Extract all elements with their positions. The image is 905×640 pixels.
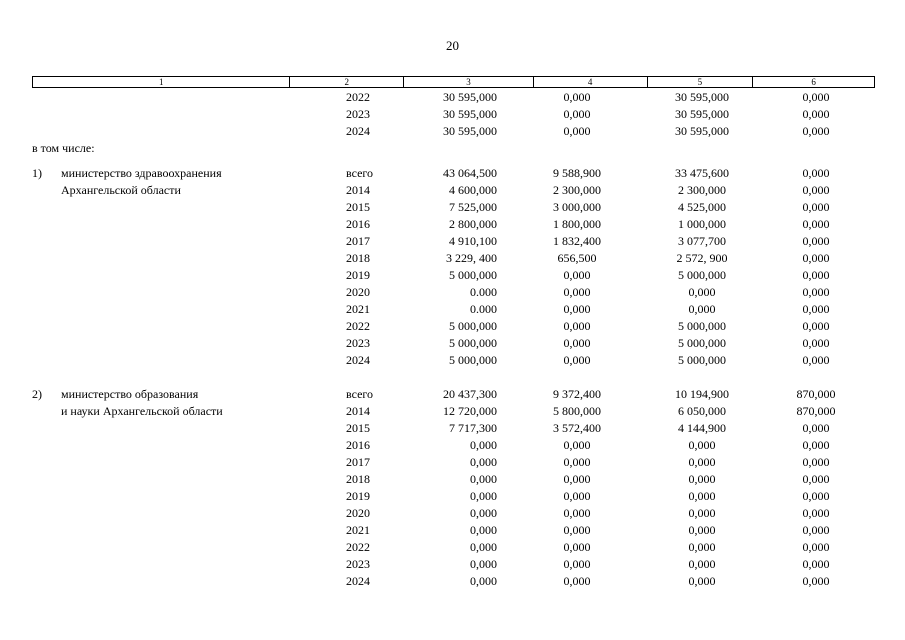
total-cell-text: 0,000 — [470, 557, 497, 571]
other-cell — [802, 539, 843, 556]
total-cell — [446, 250, 497, 267]
other-cell — [802, 233, 843, 250]
regional-cell — [678, 318, 750, 335]
federal-cell — [553, 386, 625, 403]
federal-cell — [563, 573, 604, 590]
section-note: в том числе: — [32, 141, 95, 155]
table-row: 2024 5 000,000 0,000 5 000,000 0,000 — [0, 352, 905, 369]
other-cell-text: 870,000 — [796, 404, 836, 418]
total-cell — [470, 471, 497, 488]
other-cell — [802, 182, 843, 199]
federal-cell-text: 0,000 — [563, 523, 591, 537]
other-cell — [802, 250, 843, 267]
federal-cell — [563, 539, 604, 556]
other-cell — [802, 454, 843, 471]
regional-cell-text: 0,000 — [688, 302, 716, 316]
total-cell-text: 4 600,000 — [449, 183, 497, 197]
other-cell — [802, 471, 843, 488]
regional-cell-text: 2 300,000 — [678, 183, 726, 197]
regional-cell — [688, 556, 729, 573]
total-cell-text: 30 595,000 — [443, 124, 497, 138]
federal-cell-text: 0,000 — [563, 302, 591, 316]
total-cell-text: 0,000 — [470, 438, 497, 452]
other-cell — [802, 301, 843, 318]
federal-cell — [563, 106, 604, 123]
table-row: 2015 7 525,000 3 000,000 4 525,000 0,000 — [0, 199, 905, 216]
regional-cell-text: 5 000,000 — [678, 319, 726, 333]
regional-cell — [678, 420, 750, 437]
federal-cell-text: 1 800,000 — [553, 217, 601, 231]
other-cell-text: 0,000 — [802, 574, 830, 588]
regional-cell — [688, 488, 729, 505]
total-cell-text: 30 595,000 — [443, 107, 497, 121]
regional-cell-text: 5 000,000 — [678, 336, 726, 350]
total-cell — [449, 267, 497, 284]
column-header-3: 3 — [404, 77, 534, 87]
federal-cell-text: 0,000 — [563, 557, 591, 571]
total-cell-text: 5 000,000 — [449, 353, 497, 367]
total-cell-text: 0,000 — [470, 489, 497, 503]
total-cell-text: 43 064,500 — [443, 166, 497, 180]
other-cell — [802, 437, 843, 454]
federal-cell — [563, 454, 604, 471]
other-cell-text: 0,000 — [802, 523, 830, 537]
federal-cell — [553, 233, 625, 250]
federal-cell — [563, 89, 604, 106]
total-cell — [470, 539, 497, 556]
other-cell-text: 0,000 — [802, 506, 830, 520]
column-header-2: 2 — [290, 77, 404, 87]
federal-cell-text: 0,000 — [563, 107, 591, 121]
regional-cell — [688, 573, 729, 590]
federal-cell-text: 0,000 — [563, 319, 591, 333]
regional-cell — [678, 233, 750, 250]
org-name-line-1: министерство здравоохранения — [61, 166, 222, 180]
total-cell-text: 4 910,100 — [449, 234, 497, 248]
other-cell — [796, 403, 855, 420]
table-row: 2017 4 910,100 1 832,400 3 077,700 0,000 — [0, 233, 905, 250]
total-cell-text: 12 720,000 — [443, 404, 497, 418]
table-row: всего 20 437,300 9 372,400 10 194,900 870,000 — [0, 386, 905, 403]
federal-cell-text: 0,000 — [563, 268, 591, 282]
regional-cell-text: 3 077,700 — [678, 234, 726, 248]
table-row: всего 43 064,500 9 588,900 33 475,600 0,000 — [0, 165, 905, 182]
other-cell-text: 0,000 — [802, 557, 830, 571]
regional-cell-text: 1 000,000 — [678, 217, 726, 231]
table-row: 2021 0,000 0,000 0,000 0,000 — [0, 522, 905, 539]
federal-cell — [553, 420, 625, 437]
org-number: 1) — [32, 166, 42, 180]
table-row: 2016 2 800,000 1 800,000 1 000,000 0,000 — [0, 216, 905, 233]
other-cell — [802, 420, 843, 437]
org-name-line-1: министерство образования — [61, 387, 199, 401]
regional-cell — [688, 301, 729, 318]
total-cell-text: 0.000 — [470, 302, 497, 316]
column-header-6: 6 — [811, 77, 816, 87]
table-row: 2020 0.000 0,000 0,000 0,000 — [0, 284, 905, 301]
regional-cell-text: 30 595,000 — [675, 90, 729, 104]
regional-cell — [675, 106, 756, 123]
other-cell — [802, 505, 843, 522]
other-cell-text: 0,000 — [802, 217, 830, 231]
table-row: 2021 0.000 0,000 0,000 0,000 — [0, 301, 905, 318]
other-cell-text: 0,000 — [802, 319, 830, 333]
other-cell-text: 870,000 — [796, 387, 836, 401]
regional-cell-text: 30 595,000 — [675, 124, 729, 138]
federal-cell — [553, 403, 625, 420]
other-cell — [802, 335, 843, 352]
total-cell — [443, 165, 497, 182]
total-cell — [449, 318, 497, 335]
total-cell — [449, 216, 497, 233]
total-cell-text: 2 800,000 — [449, 217, 497, 231]
federal-cell-text: 0,000 — [563, 455, 591, 469]
regional-cell — [678, 335, 750, 352]
table-row: 2019 0,000 0,000 0,000 0,000 — [0, 488, 905, 505]
total-cell — [470, 556, 497, 573]
total-cell-text: 0,000 — [470, 455, 497, 469]
regional-cell — [688, 437, 729, 454]
federal-cell-text: 0,000 — [563, 285, 591, 299]
other-cell-text: 0,000 — [802, 421, 830, 435]
table-row: 2022 5 000,000 0,000 5 000,000 0,000 — [0, 318, 905, 335]
total-cell-text: 5 000,000 — [449, 319, 497, 333]
federal-cell — [563, 267, 604, 284]
other-cell-text: 0,000 — [802, 251, 830, 265]
table-row: 2023 30 595,000 0,000 30 595,000 0,000 — [0, 106, 905, 123]
regional-cell — [688, 522, 729, 539]
total-cell — [470, 522, 497, 539]
total-cell-text: 0.000 — [470, 285, 497, 299]
total-cell-text: 5 000,000 — [449, 268, 497, 282]
regional-cell — [688, 539, 729, 556]
other-cell-text: 0,000 — [802, 124, 830, 138]
federal-cell-text: 9 588,900 — [553, 166, 601, 180]
federal-cell — [553, 182, 625, 199]
total-cell — [449, 182, 497, 199]
total-cell-text: 0,000 — [470, 523, 497, 537]
federal-cell-text: 9 372,400 — [553, 387, 601, 401]
page-number: 20 — [446, 38, 459, 53]
table-row: 2023 5 000,000 0,000 5 000,000 0,000 — [0, 335, 905, 352]
total-cell — [443, 89, 497, 106]
regional-cell-text: 0,000 — [688, 489, 716, 503]
other-cell-text: 0,000 — [802, 234, 830, 248]
federal-cell-text: 0,000 — [563, 489, 591, 503]
federal-cell-text: 0,000 — [563, 336, 591, 350]
regional-cell-text: 0,000 — [688, 557, 716, 571]
other-cell — [802, 106, 843, 123]
total-cell-text: 0,000 — [470, 506, 497, 520]
total-cell — [449, 199, 497, 216]
table-row: 2018 0,000 0,000 0,000 0,000 — [0, 471, 905, 488]
regional-cell-text: 33 475,600 — [675, 166, 729, 180]
other-cell — [796, 386, 855, 403]
regional-cell — [675, 123, 756, 140]
other-cell-text: 0,000 — [802, 268, 830, 282]
other-cell-text: 0,000 — [802, 489, 830, 503]
total-cell — [470, 437, 497, 454]
federal-cell-text: 3 000,000 — [553, 200, 601, 214]
total-cell-text: 5 000,000 — [449, 336, 497, 350]
regional-cell-text: 0,000 — [688, 540, 716, 554]
federal-cell — [557, 250, 616, 267]
regional-cell-text: 0,000 — [688, 438, 716, 452]
other-cell-text: 0,000 — [802, 200, 830, 214]
federal-cell — [563, 318, 604, 335]
other-cell-text: 0,000 — [802, 285, 830, 299]
federal-cell — [563, 488, 604, 505]
regional-cell — [678, 403, 750, 420]
regional-cell — [678, 216, 750, 233]
total-cell — [470, 505, 497, 522]
org-name-line-2: и науки Архангельской области — [61, 404, 223, 418]
regional-cell-text: 10 194,900 — [675, 387, 729, 401]
table-row: 2022 30 595,000 0,000 30 595,000 0,000 — [0, 89, 905, 106]
other-cell — [802, 199, 843, 216]
other-cell-text: 0,000 — [802, 438, 830, 452]
federal-cell-text: 656,500 — [557, 251, 597, 265]
federal-cell-text: 2 300,000 — [553, 183, 601, 197]
other-cell-text: 0,000 — [802, 107, 830, 121]
other-cell-text: 0,000 — [802, 353, 830, 367]
federal-cell-text: 0,000 — [563, 353, 591, 367]
other-cell — [802, 284, 843, 301]
regional-cell-text: 0,000 — [688, 472, 716, 486]
federal-cell-text: 0,000 — [563, 472, 591, 486]
federal-cell-text: 1 832,400 — [553, 234, 601, 248]
other-cell — [802, 216, 843, 233]
column-header-4: 4 — [534, 77, 648, 87]
regional-cell-text: 4 144,900 — [678, 421, 726, 435]
total-cell — [449, 352, 497, 369]
other-cell — [802, 488, 843, 505]
other-cell — [802, 318, 843, 335]
federal-cell-text: 3 572,400 — [553, 421, 601, 435]
total-cell — [449, 233, 497, 250]
other-cell-text: 0,000 — [802, 336, 830, 350]
total-cell — [443, 106, 497, 123]
table-column-header — [32, 76, 875, 88]
other-cell — [802, 123, 843, 140]
total-cell — [470, 301, 497, 318]
total-cell — [449, 335, 497, 352]
regional-cell — [675, 89, 756, 106]
total-cell — [443, 403, 497, 420]
regional-cell — [678, 199, 750, 216]
total-cell — [470, 488, 497, 505]
table-row: 2024 30 595,000 0,000 30 595,000 0,000 — [0, 123, 905, 140]
federal-cell — [563, 505, 604, 522]
federal-cell-text: 0,000 — [563, 506, 591, 520]
other-cell — [802, 89, 843, 106]
federal-cell — [563, 284, 604, 301]
other-cell — [802, 352, 843, 369]
regional-cell-text: 5 000,000 — [678, 268, 726, 282]
other-cell-text: 0,000 — [802, 472, 830, 486]
total-cell-text: 0,000 — [470, 540, 497, 554]
regional-cell — [688, 471, 729, 488]
other-cell — [802, 165, 843, 182]
federal-cell — [563, 123, 604, 140]
regional-cell — [688, 505, 729, 522]
federal-cell — [563, 471, 604, 488]
regional-cell — [676, 250, 753, 267]
other-cell-text: 0,000 — [802, 90, 830, 104]
other-cell-text: 0,000 — [802, 540, 830, 554]
regional-cell-text: 0,000 — [688, 285, 716, 299]
total-cell-text: 0,000 — [470, 472, 497, 486]
total-cell-text: 30 595,000 — [443, 90, 497, 104]
total-cell-text: 7 717,300 — [449, 421, 497, 435]
federal-cell — [563, 522, 604, 539]
regional-cell-text: 0,000 — [688, 574, 716, 588]
regional-cell-text: 6 050,000 — [678, 404, 726, 418]
federal-cell — [563, 335, 604, 352]
federal-cell-text: 0,000 — [563, 90, 591, 104]
other-cell — [802, 522, 843, 539]
total-cell-text: 7 525,000 — [449, 200, 497, 214]
table-row: 2014 4 600,000 2 300,000 2 300,000 0,000 — [0, 182, 905, 199]
table-row: 2015 7 717,300 3 572,400 4 144,900 0,000 — [0, 420, 905, 437]
column-header-5: 5 — [648, 77, 754, 87]
table-row: 2022 0,000 0,000 0,000 0,000 — [0, 539, 905, 556]
other-cell-text: 0,000 — [802, 455, 830, 469]
other-cell — [802, 556, 843, 573]
regional-cell-text: 0,000 — [688, 455, 716, 469]
federal-cell — [563, 301, 604, 318]
federal-cell — [563, 556, 604, 573]
table-row: 2020 0,000 0,000 0,000 0,000 — [0, 505, 905, 522]
org-name-line-2: Архангельской области — [61, 183, 181, 197]
other-cell-text: 0,000 — [802, 183, 830, 197]
regional-cell-text: 0,000 — [688, 506, 716, 520]
total-cell — [470, 454, 497, 471]
other-cell-text: 0,000 — [802, 166, 830, 180]
table-row: 2017 0,000 0,000 0,000 0,000 — [0, 454, 905, 471]
table-row: 2018 3 229, 400 656,500 2 572, 900 0,000 — [0, 250, 905, 267]
regional-cell-text: 30 595,000 — [675, 107, 729, 121]
table-row: 2014 12 720,000 5 800,000 6 050,000 870,000 — [0, 403, 905, 420]
total-cell — [470, 573, 497, 590]
table-row: 2016 0,000 0,000 0,000 0,000 — [0, 437, 905, 454]
other-cell-text: 0,000 — [802, 302, 830, 316]
regional-cell — [675, 165, 756, 182]
total-cell-text: 0,000 — [470, 574, 497, 588]
table-row: 2019 5 000,000 0,000 5 000,000 0,000 — [0, 267, 905, 284]
regional-cell-text: 2 572, 900 — [676, 251, 728, 265]
column-header-1: 1 — [33, 77, 290, 87]
total-cell — [470, 284, 497, 301]
federal-cell-text: 0,000 — [563, 574, 591, 588]
regional-cell — [675, 386, 756, 403]
regional-cell — [688, 284, 729, 301]
regional-cell — [688, 454, 729, 471]
federal-cell — [553, 165, 625, 182]
federal-cell — [553, 199, 625, 216]
federal-cell-text: 0,000 — [563, 438, 591, 452]
federal-cell — [563, 352, 604, 369]
federal-cell — [553, 216, 625, 233]
regional-cell — [678, 352, 750, 369]
regional-cell-text: 0,000 — [688, 523, 716, 537]
regional-cell — [678, 267, 750, 284]
table-row: 2023 0,000 0,000 0,000 0,000 — [0, 556, 905, 573]
total-cell — [443, 386, 497, 403]
regional-cell — [678, 182, 750, 199]
regional-cell-text: 5 000,000 — [678, 353, 726, 367]
federal-cell-text: 5 800,000 — [553, 404, 601, 418]
total-cell — [443, 123, 497, 140]
total-cell — [449, 420, 497, 437]
table-row: 2024 0,000 0,000 0,000 0,000 — [0, 573, 905, 590]
regional-cell-text: 4 525,000 — [678, 200, 726, 214]
federal-cell — [563, 437, 604, 454]
federal-cell-text: 0,000 — [563, 124, 591, 138]
other-cell — [802, 573, 843, 590]
org-number: 2) — [32, 387, 42, 401]
total-cell-text: 3 229, 400 — [446, 251, 497, 265]
other-cell — [802, 267, 843, 284]
federal-cell-text: 0,000 — [563, 540, 591, 554]
total-cell-text: 20 437,300 — [443, 387, 497, 401]
